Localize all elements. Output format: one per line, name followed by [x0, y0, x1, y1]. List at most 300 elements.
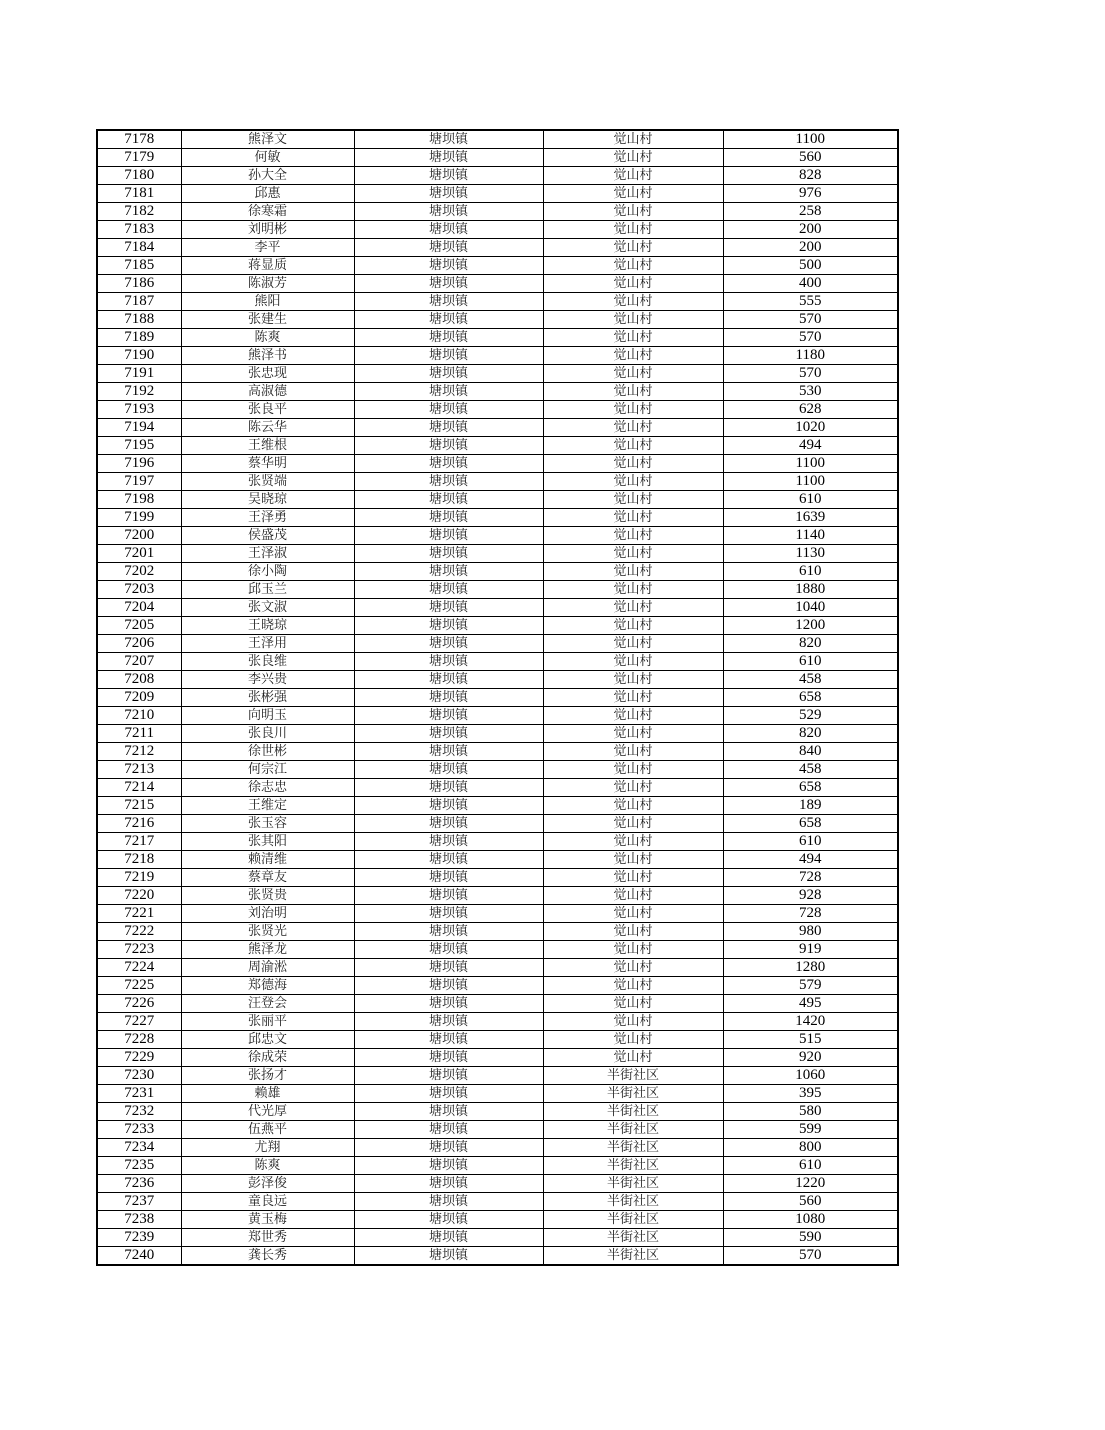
row-number-cell: 7224	[97, 959, 181, 977]
amount-cell: 658	[723, 815, 898, 833]
amount-cell: 1200	[723, 617, 898, 635]
name-cell: 陈淑芳	[181, 275, 354, 293]
table-row	[97, 851, 898, 869]
name-cell: 汪登会	[181, 995, 354, 1013]
row-number-cell: 7207	[97, 653, 181, 671]
amount-cell: 560	[723, 1193, 898, 1211]
table-row	[97, 293, 898, 311]
amount-cell: 1040	[723, 599, 898, 617]
village-cell: 觉山村	[543, 437, 723, 455]
town-cell: 塘坝镇	[354, 797, 543, 815]
name-cell: 王晓琼	[181, 617, 354, 635]
village-cell: 半街社区	[543, 1067, 723, 1085]
village-cell: 觉山村	[543, 545, 723, 563]
amount-cell: 728	[723, 905, 898, 923]
amount-cell: 800	[723, 1139, 898, 1157]
village-cell: 觉山村	[543, 689, 723, 707]
amount-cell: 570	[723, 1247, 898, 1266]
amount-cell: 530	[723, 383, 898, 401]
town-cell: 塘坝镇	[354, 1067, 543, 1085]
town-cell: 塘坝镇	[354, 1229, 543, 1247]
amount-cell: 580	[723, 1103, 898, 1121]
name-cell: 徐世彬	[181, 743, 354, 761]
row-number-cell: 7178	[97, 130, 181, 149]
name-cell: 陈爽	[181, 1157, 354, 1175]
table-row	[97, 1247, 898, 1266]
name-cell: 张建生	[181, 311, 354, 329]
name-cell: 刘明彬	[181, 221, 354, 239]
row-number-cell: 7179	[97, 149, 181, 167]
village-cell: 觉山村	[543, 617, 723, 635]
row-number-cell: 7225	[97, 977, 181, 995]
town-cell: 塘坝镇	[354, 905, 543, 923]
village-cell: 觉山村	[543, 293, 723, 311]
village-cell: 觉山村	[543, 130, 723, 149]
table-row	[97, 167, 898, 185]
village-cell: 觉山村	[543, 401, 723, 419]
table-row	[97, 239, 898, 257]
row-number-cell: 7216	[97, 815, 181, 833]
amount-cell: 570	[723, 329, 898, 347]
name-cell: 尤翔	[181, 1139, 354, 1157]
amount-cell: 1280	[723, 959, 898, 977]
table-row	[97, 959, 898, 977]
table-row	[97, 545, 898, 563]
amount-cell: 1100	[723, 455, 898, 473]
town-cell: 塘坝镇	[354, 347, 543, 365]
name-cell: 李兴贵	[181, 671, 354, 689]
name-cell: 徐寒霜	[181, 203, 354, 221]
row-number-cell: 7204	[97, 599, 181, 617]
name-cell: 熊泽龙	[181, 941, 354, 959]
name-cell: 赖清维	[181, 851, 354, 869]
town-cell: 塘坝镇	[354, 581, 543, 599]
town-cell: 塘坝镇	[354, 599, 543, 617]
village-cell: 觉山村	[543, 185, 723, 203]
amount-cell: 1080	[723, 1211, 898, 1229]
data-table	[96, 129, 899, 1266]
table-row	[97, 1067, 898, 1085]
amount-cell: 1880	[723, 581, 898, 599]
row-number-cell: 7184	[97, 239, 181, 257]
name-cell: 童良远	[181, 1193, 354, 1211]
town-cell: 塘坝镇	[354, 743, 543, 761]
village-cell: 半街社区	[543, 1103, 723, 1121]
town-cell: 塘坝镇	[354, 527, 543, 545]
town-cell: 塘坝镇	[354, 779, 543, 797]
table-row	[97, 130, 898, 149]
table-row	[97, 617, 898, 635]
town-cell: 塘坝镇	[354, 653, 543, 671]
town-cell: 塘坝镇	[354, 707, 543, 725]
amount-cell: 628	[723, 401, 898, 419]
village-cell: 觉山村	[543, 725, 723, 743]
village-cell: 觉山村	[543, 383, 723, 401]
village-cell: 半街社区	[543, 1139, 723, 1157]
village-cell: 觉山村	[543, 419, 723, 437]
village-cell: 觉山村	[543, 275, 723, 293]
name-cell: 周渝淞	[181, 959, 354, 977]
village-cell: 觉山村	[543, 851, 723, 869]
town-cell: 塘坝镇	[354, 1139, 543, 1157]
name-cell: 张贤光	[181, 923, 354, 941]
table-row	[97, 383, 898, 401]
amount-cell: 976	[723, 185, 898, 203]
village-cell: 觉山村	[543, 653, 723, 671]
row-number-cell: 7180	[97, 167, 181, 185]
amount-cell: 200	[723, 239, 898, 257]
table-row	[97, 797, 898, 815]
row-number-cell: 7201	[97, 545, 181, 563]
amount-cell: 495	[723, 995, 898, 1013]
table-row	[97, 1175, 898, 1193]
amount-cell: 919	[723, 941, 898, 959]
row-number-cell: 7231	[97, 1085, 181, 1103]
table-row	[97, 761, 898, 779]
village-cell: 觉山村	[543, 239, 723, 257]
table-row	[97, 941, 898, 959]
name-cell: 张贤端	[181, 473, 354, 491]
table-row	[97, 1121, 898, 1139]
row-number-cell: 7196	[97, 455, 181, 473]
amount-cell: 555	[723, 293, 898, 311]
row-number-cell: 7230	[97, 1067, 181, 1085]
amount-cell: 828	[723, 167, 898, 185]
table-row	[97, 1049, 898, 1067]
name-cell: 陈云华	[181, 419, 354, 437]
table-row	[97, 725, 898, 743]
row-number-cell: 7199	[97, 509, 181, 527]
village-cell: 觉山村	[543, 473, 723, 491]
name-cell: 向明玉	[181, 707, 354, 725]
table-row	[97, 1139, 898, 1157]
name-cell: 蒋显质	[181, 257, 354, 275]
table-row	[97, 203, 898, 221]
name-cell: 蔡华明	[181, 455, 354, 473]
row-number-cell: 7212	[97, 743, 181, 761]
amount-cell: 1060	[723, 1067, 898, 1085]
row-number-cell: 7197	[97, 473, 181, 491]
amount-cell: 500	[723, 257, 898, 275]
row-number-cell: 7182	[97, 203, 181, 221]
amount-cell: 529	[723, 707, 898, 725]
village-cell: 半街社区	[543, 1211, 723, 1229]
table-row	[97, 527, 898, 545]
name-cell: 徐成荣	[181, 1049, 354, 1067]
name-cell: 彭泽俊	[181, 1175, 354, 1193]
village-cell: 觉山村	[543, 365, 723, 383]
row-number-cell: 7240	[97, 1247, 181, 1266]
table-row	[97, 833, 898, 851]
amount-cell: 820	[723, 635, 898, 653]
name-cell: 张其阳	[181, 833, 354, 851]
row-number-cell: 7208	[97, 671, 181, 689]
village-cell: 觉山村	[543, 707, 723, 725]
table-row	[97, 1157, 898, 1175]
village-cell: 觉山村	[543, 779, 723, 797]
name-cell: 何宗江	[181, 761, 354, 779]
village-cell: 觉山村	[543, 671, 723, 689]
amount-cell: 610	[723, 833, 898, 851]
town-cell: 塘坝镇	[354, 815, 543, 833]
village-cell: 觉山村	[543, 581, 723, 599]
village-cell: 觉山村	[543, 311, 723, 329]
town-cell: 塘坝镇	[354, 365, 543, 383]
name-cell: 邱忠文	[181, 1031, 354, 1049]
village-cell: 觉山村	[543, 221, 723, 239]
table-row	[97, 689, 898, 707]
town-cell: 塘坝镇	[354, 203, 543, 221]
town-cell: 塘坝镇	[354, 509, 543, 527]
table-row	[97, 635, 898, 653]
amount-cell: 1180	[723, 347, 898, 365]
amount-cell: 658	[723, 689, 898, 707]
town-cell: 塘坝镇	[354, 1085, 543, 1103]
name-cell: 张良维	[181, 653, 354, 671]
row-number-cell: 7217	[97, 833, 181, 851]
village-cell: 觉山村	[543, 977, 723, 995]
name-cell: 张丽平	[181, 1013, 354, 1031]
village-cell: 觉山村	[543, 203, 723, 221]
village-cell: 觉山村	[543, 833, 723, 851]
village-cell: 觉山村	[543, 923, 723, 941]
town-cell: 塘坝镇	[354, 1103, 543, 1121]
row-number-cell: 7200	[97, 527, 181, 545]
village-cell: 觉山村	[543, 599, 723, 617]
name-cell: 侯盛茂	[181, 527, 354, 545]
name-cell: 熊泽书	[181, 347, 354, 365]
amount-cell: 395	[723, 1085, 898, 1103]
town-cell: 塘坝镇	[354, 1121, 543, 1139]
village-cell: 觉山村	[543, 149, 723, 167]
table-row	[97, 455, 898, 473]
name-cell: 吴晓琼	[181, 491, 354, 509]
table-row	[97, 1211, 898, 1229]
village-cell: 半街社区	[543, 1085, 723, 1103]
town-cell: 塘坝镇	[354, 1175, 543, 1193]
name-cell: 王泽淑	[181, 545, 354, 563]
town-cell: 塘坝镇	[354, 887, 543, 905]
table-row	[97, 365, 898, 383]
row-number-cell: 7190	[97, 347, 181, 365]
town-cell: 塘坝镇	[354, 1049, 543, 1067]
amount-cell: 610	[723, 563, 898, 581]
town-cell: 塘坝镇	[354, 311, 543, 329]
amount-cell: 610	[723, 491, 898, 509]
row-number-cell: 7235	[97, 1157, 181, 1175]
town-cell: 塘坝镇	[354, 977, 543, 995]
row-number-cell: 7222	[97, 923, 181, 941]
table-row	[97, 1193, 898, 1211]
village-cell: 觉山村	[543, 959, 723, 977]
row-number-cell: 7185	[97, 257, 181, 275]
town-cell: 塘坝镇	[354, 167, 543, 185]
village-cell: 觉山村	[543, 527, 723, 545]
amount-cell: 560	[723, 149, 898, 167]
amount-cell: 515	[723, 1031, 898, 1049]
town-cell: 塘坝镇	[354, 130, 543, 149]
row-number-cell: 7213	[97, 761, 181, 779]
row-number-cell: 7236	[97, 1175, 181, 1193]
table-row	[97, 1085, 898, 1103]
village-cell: 觉山村	[543, 941, 723, 959]
row-number-cell: 7220	[97, 887, 181, 905]
table-row	[97, 1103, 898, 1121]
town-cell: 塘坝镇	[354, 275, 543, 293]
amount-cell: 1130	[723, 545, 898, 563]
town-cell: 塘坝镇	[354, 1157, 543, 1175]
name-cell: 熊泽文	[181, 130, 354, 149]
table-row	[97, 743, 898, 761]
amount-cell: 1420	[723, 1013, 898, 1031]
village-cell: 觉山村	[543, 887, 723, 905]
town-cell: 塘坝镇	[354, 1031, 543, 1049]
amount-cell: 458	[723, 761, 898, 779]
town-cell: 塘坝镇	[354, 833, 543, 851]
row-number-cell: 7211	[97, 725, 181, 743]
amount-cell: 1020	[723, 419, 898, 437]
town-cell: 塘坝镇	[354, 221, 543, 239]
name-cell: 张忠现	[181, 365, 354, 383]
row-number-cell: 7219	[97, 869, 181, 887]
table-row	[97, 977, 898, 995]
row-number-cell: 7198	[97, 491, 181, 509]
town-cell: 塘坝镇	[354, 689, 543, 707]
town-cell: 塘坝镇	[354, 455, 543, 473]
row-number-cell: 7195	[97, 437, 181, 455]
row-number-cell: 7191	[97, 365, 181, 383]
town-cell: 塘坝镇	[354, 941, 543, 959]
village-cell: 半街社区	[543, 1193, 723, 1211]
name-cell: 张贤贵	[181, 887, 354, 905]
table-row	[97, 1013, 898, 1031]
village-cell: 觉山村	[543, 455, 723, 473]
row-number-cell: 7188	[97, 311, 181, 329]
table-row	[97, 995, 898, 1013]
row-number-cell: 7228	[97, 1031, 181, 1049]
village-cell: 半街社区	[543, 1121, 723, 1139]
village-cell: 觉山村	[543, 635, 723, 653]
town-cell: 塘坝镇	[354, 671, 543, 689]
row-number-cell: 7186	[97, 275, 181, 293]
row-number-cell: 7202	[97, 563, 181, 581]
amount-cell: 458	[723, 671, 898, 689]
name-cell: 张彬强	[181, 689, 354, 707]
amount-cell: 928	[723, 887, 898, 905]
name-cell: 熊阳	[181, 293, 354, 311]
row-number-cell: 7229	[97, 1049, 181, 1067]
village-cell: 觉山村	[543, 761, 723, 779]
village-cell: 半街社区	[543, 1157, 723, 1175]
row-number-cell: 7181	[97, 185, 181, 203]
town-cell: 塘坝镇	[354, 293, 543, 311]
table-row	[97, 419, 898, 437]
table-row	[97, 257, 898, 275]
name-cell: 蔡章友	[181, 869, 354, 887]
row-number-cell: 7214	[97, 779, 181, 797]
town-cell: 塘坝镇	[354, 1247, 543, 1266]
amount-cell: 1639	[723, 509, 898, 527]
name-cell: 陈爽	[181, 329, 354, 347]
table-row	[97, 923, 898, 941]
name-cell: 张良川	[181, 725, 354, 743]
row-number-cell: 7226	[97, 995, 181, 1013]
name-cell: 王维根	[181, 437, 354, 455]
village-cell: 觉山村	[543, 815, 723, 833]
town-cell: 塘坝镇	[354, 959, 543, 977]
table-row	[97, 815, 898, 833]
village-cell: 觉山村	[543, 1031, 723, 1049]
table-row	[97, 599, 898, 617]
row-number-cell: 7183	[97, 221, 181, 239]
amount-cell: 494	[723, 851, 898, 869]
table-row	[97, 185, 898, 203]
village-cell: 觉山村	[543, 509, 723, 527]
amount-cell: 570	[723, 365, 898, 383]
row-number-cell: 7233	[97, 1121, 181, 1139]
table-row	[97, 887, 898, 905]
amount-cell: 494	[723, 437, 898, 455]
row-number-cell: 7194	[97, 419, 181, 437]
town-cell: 塘坝镇	[354, 239, 543, 257]
table-row	[97, 707, 898, 725]
town-cell: 塘坝镇	[354, 383, 543, 401]
row-number-cell: 7239	[97, 1229, 181, 1247]
village-cell: 觉山村	[543, 905, 723, 923]
town-cell: 塘坝镇	[354, 401, 543, 419]
amount-cell: 599	[723, 1121, 898, 1139]
village-cell: 觉山村	[543, 743, 723, 761]
town-cell: 塘坝镇	[354, 1013, 543, 1031]
town-cell: 塘坝镇	[354, 635, 543, 653]
amount-cell: 840	[723, 743, 898, 761]
row-number-cell: 7227	[97, 1013, 181, 1031]
table-row	[97, 1031, 898, 1049]
town-cell: 塘坝镇	[354, 149, 543, 167]
amount-cell: 570	[723, 311, 898, 329]
row-number-cell: 7221	[97, 905, 181, 923]
amount-cell: 579	[723, 977, 898, 995]
table-row	[97, 671, 898, 689]
name-cell: 张扬才	[181, 1067, 354, 1085]
amount-cell: 658	[723, 779, 898, 797]
name-cell: 徐志忠	[181, 779, 354, 797]
table-row	[97, 329, 898, 347]
table-row	[97, 437, 898, 455]
village-cell: 觉山村	[543, 257, 723, 275]
table-row	[97, 221, 898, 239]
table-row	[97, 1229, 898, 1247]
amount-cell: 189	[723, 797, 898, 815]
village-cell: 半街社区	[543, 1175, 723, 1193]
amount-cell: 610	[723, 1157, 898, 1175]
village-cell: 觉山村	[543, 347, 723, 365]
town-cell: 塘坝镇	[354, 491, 543, 509]
row-number-cell: 7223	[97, 941, 181, 959]
name-cell: 张玉容	[181, 815, 354, 833]
amount-cell: 258	[723, 203, 898, 221]
name-cell: 李平	[181, 239, 354, 257]
row-number-cell: 7238	[97, 1211, 181, 1229]
table-row	[97, 473, 898, 491]
name-cell: 黄玉梅	[181, 1211, 354, 1229]
table-row	[97, 563, 898, 581]
village-cell: 觉山村	[543, 1013, 723, 1031]
amount-cell: 1100	[723, 473, 898, 491]
row-number-cell: 7215	[97, 797, 181, 815]
town-cell: 塘坝镇	[354, 851, 543, 869]
name-cell: 王维定	[181, 797, 354, 815]
